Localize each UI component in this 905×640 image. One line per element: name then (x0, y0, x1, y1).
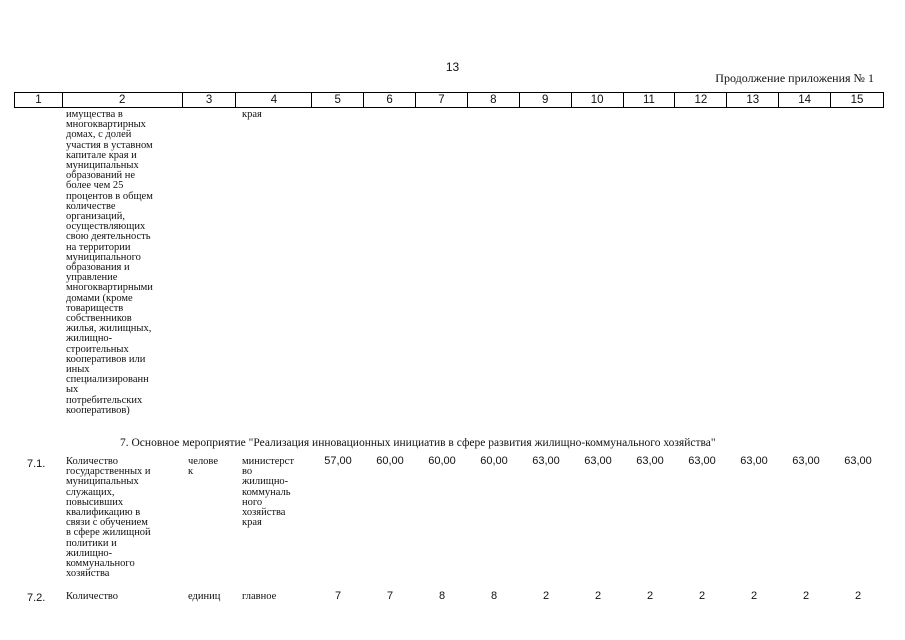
header-col-10: 10 (572, 93, 624, 107)
cont-row-name: имущества в многоквартирных домах, с долей участия в уставном капитале края и муниципальных образований не более чем 25 процентов в общем количестве организаций, осуществляющих свою деятельность на территории муниципального образования и управление многоквартирными домами (кроме товариществ собственников жилья, жилищных, жилищно- строительных кооперативов или иных специализированн ых потребительских кооперативов) (66, 109, 153, 416)
row-name: Количество (66, 591, 119, 602)
row-value-col6: 7 (386, 590, 394, 602)
row-unit: челове к (188, 456, 218, 478)
row-executor: главное (242, 591, 277, 602)
row-value-col15: 2 (854, 590, 862, 602)
row-value-col8: 8 (490, 590, 498, 602)
row-value-col7: 8 (438, 590, 446, 602)
row-value-col6: 60,00 (376, 455, 404, 467)
page-number: 13 (445, 60, 460, 74)
cont-row-executor: края (242, 109, 262, 120)
row-value-col15: 63,00 (844, 455, 872, 467)
appendix-note: Продолжение приложения № 1 (715, 71, 874, 85)
row-number: 7.1. (27, 458, 46, 470)
row-value-col5: 57,00 (324, 455, 352, 467)
row-value-col9: 2 (542, 590, 550, 602)
table-header-row (14, 92, 884, 108)
header-col-2: 2 (63, 93, 183, 107)
header-col-11: 11 (624, 93, 676, 107)
row-value-col8: 60,00 (480, 455, 508, 467)
row-value-col12: 2 (698, 590, 706, 602)
header-col-6: 6 (364, 93, 416, 107)
header-col-12: 12 (675, 93, 727, 107)
row-value-col9: 63,00 (532, 455, 560, 467)
row-executor: министерст во жилищно- коммуналь ного хозяйства края (242, 456, 294, 529)
row-value-col13: 2 (750, 590, 758, 602)
header-col-8: 8 (468, 93, 520, 107)
header-col-7: 7 (416, 93, 468, 107)
row-value-col14: 2 (802, 590, 810, 602)
header-col-4: 4 (236, 93, 312, 107)
header-col-1: 1 (15, 93, 63, 107)
row-value-col13: 63,00 (740, 455, 768, 467)
header-col-13: 13 (727, 93, 779, 107)
header-col-9: 9 (520, 93, 572, 107)
header-col-15: 15 (850, 94, 864, 106)
row-value-col12: 63,00 (688, 455, 716, 467)
row-number: 7.2. (27, 592, 46, 604)
row-name: Количество государственных и муниципальных служащих, повысивших квалификацию в связи с обучением в сфере жилищной политики и жилищно- коммунального хозяйства (66, 456, 151, 580)
row-value-col5: 7 (334, 590, 342, 602)
row-value-col10: 2 (594, 590, 602, 602)
section-title: 7. Основное мероприятие "Реализация инновационных инициатив в сфере развития жилищно-коммунального хозяйства" (120, 437, 716, 449)
row-unit: единиц (188, 591, 221, 602)
row-value-col7: 60,00 (428, 455, 456, 467)
row-value-col11: 2 (646, 590, 654, 602)
row-value-col10: 63,00 (584, 455, 612, 467)
row-value-col14: 63,00 (792, 455, 820, 467)
header-col-14: 14 (779, 93, 831, 107)
header-col-3: 3 (183, 93, 237, 107)
row-value-col11: 63,00 (636, 455, 664, 467)
header-col-5: 5 (312, 93, 364, 107)
